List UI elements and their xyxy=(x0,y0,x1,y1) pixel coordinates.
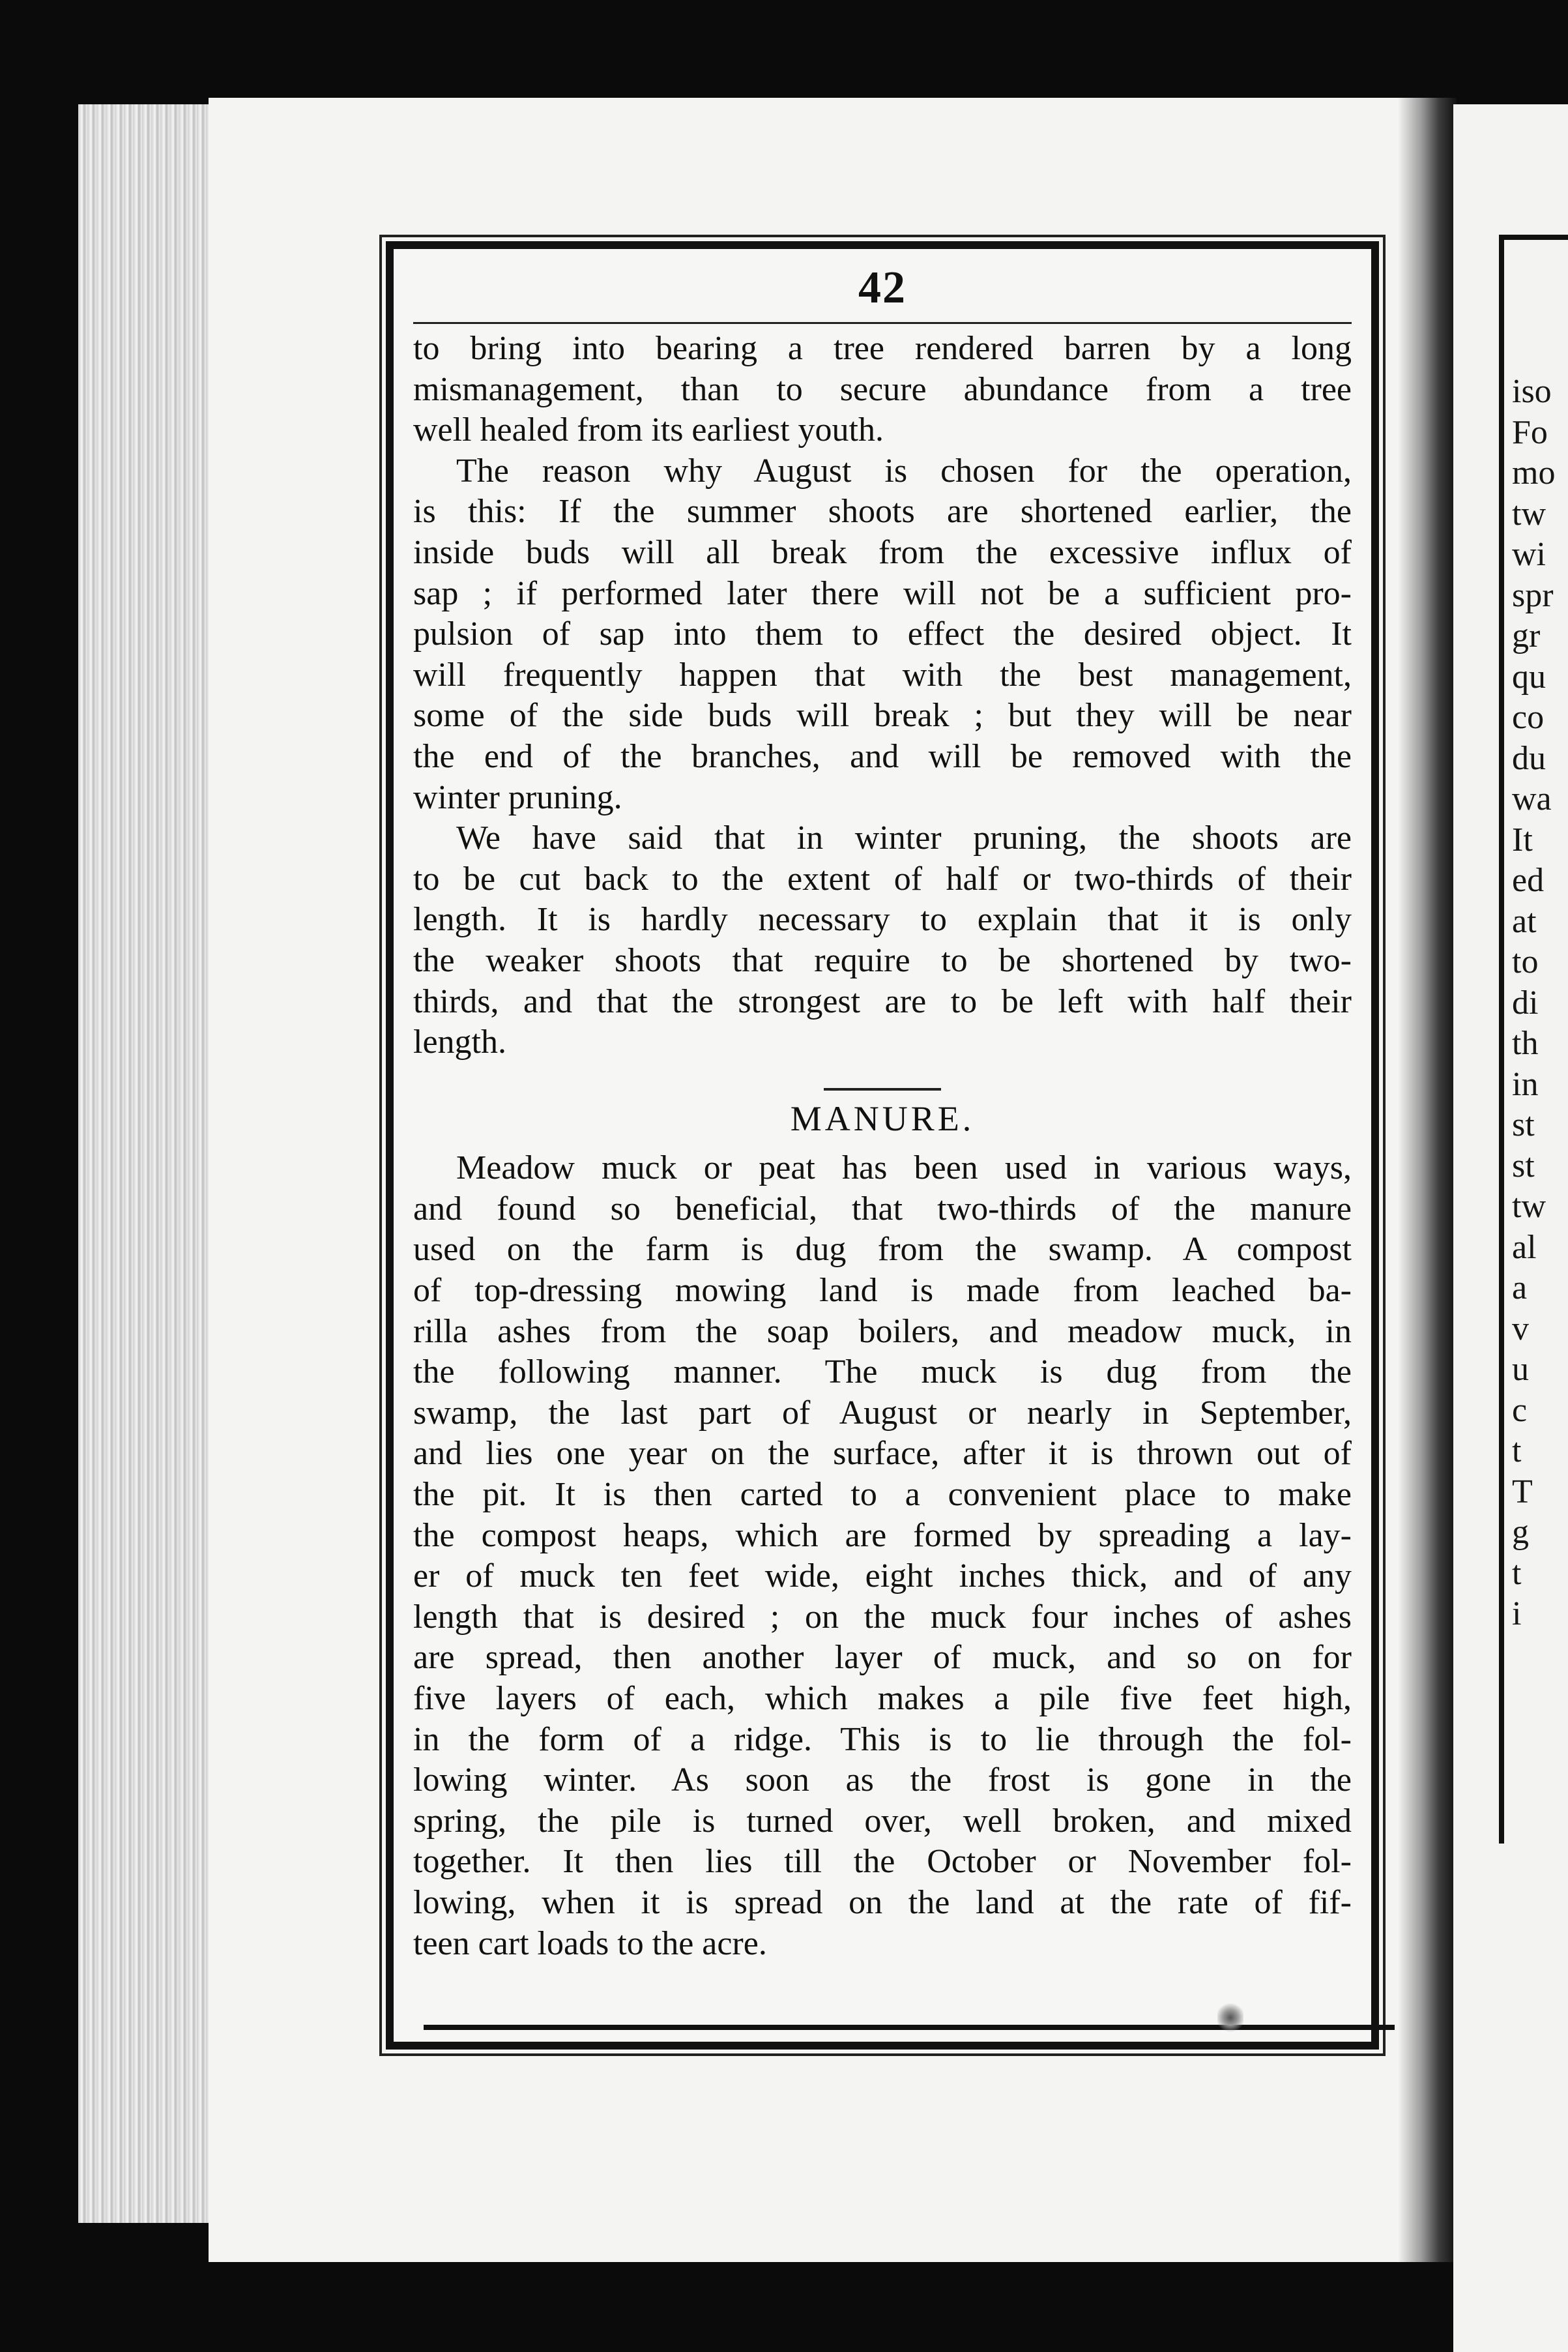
paragraph-august xyxy=(413,451,1352,818)
paragraph-continuation xyxy=(413,329,1352,451)
facing-page-line: di xyxy=(1512,984,1539,1022)
text-line: and lies one year on the surface, after it is thrown out of xyxy=(413,1435,1352,1473)
facing-page-line: th xyxy=(1512,1025,1539,1062)
text-line: length. xyxy=(413,1023,506,1061)
facing-page-line: Fo xyxy=(1512,413,1548,451)
text-line: lowing, when it is spread on the land at the rate of fif- xyxy=(413,1883,1352,1921)
paragraph-manure xyxy=(413,1148,1352,1964)
text-line: rilla ashes from the soap boilers, and meadow muck, in xyxy=(413,1312,1352,1350)
text-line: the end of the branches, and will be removed with the xyxy=(413,737,1352,775)
facing-page-line: c xyxy=(1512,1391,1528,1429)
facing-page-line: i xyxy=(1512,1595,1522,1632)
facing-page-line: tw xyxy=(1512,1188,1546,1225)
text-line: length. It is hardly necessary to explain that it is only xyxy=(413,901,1352,939)
article-text xyxy=(413,329,1352,1964)
text-line: inside buds will all break from the excessive influx of xyxy=(413,533,1352,571)
text-line: thirds, and that the strongest are to be left with half their xyxy=(413,982,1352,1020)
text-line: are spread, then another layer of muck, and so on for xyxy=(413,1639,1352,1677)
gutter-shadow xyxy=(1398,98,1457,2262)
text-line: er of muck ten feet wide, eight inches thick, and of any xyxy=(413,1557,1352,1595)
facing-page-line: iso xyxy=(1512,373,1552,410)
facing-page-line: ed xyxy=(1512,862,1545,899)
text-line: teen cart loads to the acre. xyxy=(413,1924,767,1962)
section-heading: MANURE. xyxy=(790,1098,975,1138)
text-line: of top-dressing mowing land is made from leached ba- xyxy=(413,1272,1352,1310)
text-line: is this: If the summer shoots are shortened earlier, the xyxy=(413,493,1352,531)
facing-page-line: du xyxy=(1512,739,1546,777)
text-line: sap ; if performed later there will not be a sufficient pro- xyxy=(413,574,1352,612)
text-line: used on the farm is dug from the swamp. A compost xyxy=(413,1231,1352,1269)
text-line: together. It then lies till the October or November fol- xyxy=(413,1843,1352,1881)
facing-page-line: g xyxy=(1512,1514,1529,1551)
text-line: spring, the pile is turned over, well broken, and mixed xyxy=(413,1802,1352,1840)
section-divider xyxy=(824,1088,941,1091)
facing-page-line: wa xyxy=(1512,780,1552,817)
facing-page-line: a xyxy=(1512,1269,1528,1306)
facing-page-line: co xyxy=(1512,699,1545,736)
facing-page-line: tw xyxy=(1512,495,1546,533)
text-line: will frequently happen that with the best management, xyxy=(413,656,1352,694)
text-line: the weaker shoots that require to be shortened by two- xyxy=(413,941,1352,979)
text-line: and found so beneficial, that two-thirds of the manure xyxy=(413,1190,1352,1227)
facing-page-line: v xyxy=(1512,1310,1529,1347)
text-line: length that is desired ; on the muck four inches of ashes xyxy=(413,1598,1352,1636)
text-line: pulsion of sap into them to effect the desired object. It xyxy=(413,615,1352,653)
text-line: some of the side buds will break ; but they will be near xyxy=(413,697,1352,735)
text-line: We have said that in winter pruning, the shoots are xyxy=(456,819,1352,857)
text-line: Meadow muck or peat has been used in various ways, xyxy=(456,1149,1352,1187)
facing-page-line: in xyxy=(1512,1065,1539,1103)
facing-page-line: al xyxy=(1512,1228,1537,1266)
facing-page-line: wi xyxy=(1512,536,1546,573)
printed-frame xyxy=(386,241,1379,2050)
text-line: to bring into bearing a tree rendered barren by a long xyxy=(413,330,1352,367)
text-line: to be cut back to the extent of half or two-thirds of their xyxy=(413,860,1352,898)
text-line: in the form of a ridge. This is to lie through the fol- xyxy=(413,1720,1352,1758)
facing-page-line: t xyxy=(1512,1432,1522,1469)
text-line: mismanagement, than to secure abundance from a tree xyxy=(413,370,1352,408)
facing-page-line: qu xyxy=(1512,658,1546,696)
facing-page-line: st xyxy=(1512,1106,1535,1143)
bottom-rule xyxy=(424,2025,1395,2030)
facing-page xyxy=(1453,104,1568,2352)
ink-smudge xyxy=(1217,2001,1243,2034)
facing-page-line: st xyxy=(1512,1147,1535,1184)
facing-page-line: spr xyxy=(1512,576,1554,614)
facing-page-line: u xyxy=(1512,1351,1529,1388)
page-edges xyxy=(78,104,224,2223)
text-line: swamp, the last part of August or nearly in September, xyxy=(413,1394,1352,1432)
text-line: lowing winter. As soon as the frost is gone in the xyxy=(413,1761,1352,1799)
text-line: The reason why August is chosen for the operation, xyxy=(456,452,1352,490)
header-rule xyxy=(413,322,1352,324)
text-line: five layers of each, which makes a pile five feet high, xyxy=(413,1680,1352,1717)
facing-page-line: t xyxy=(1512,1554,1522,1592)
facing-page-text xyxy=(1512,372,1555,1635)
text-line: the pit. It is then carted to a convenient place to make xyxy=(413,1476,1352,1514)
facing-page-line: gr xyxy=(1512,617,1541,654)
facing-page-line: to xyxy=(1512,943,1539,980)
text-line: well healed from its earliest youth. xyxy=(413,411,884,449)
text-line: winter pruning. xyxy=(413,778,622,816)
page-number: 42 xyxy=(858,263,907,313)
facing-page-line: at xyxy=(1512,902,1537,940)
facing-page-line: mo xyxy=(1512,454,1556,492)
facing-page-line: T xyxy=(1512,1473,1533,1510)
text-line: the following manner. The muck is dug from the xyxy=(413,1353,1352,1391)
paragraph-winter xyxy=(413,818,1352,1063)
text-line: the compost heaps, which are formed by spreading a lay- xyxy=(413,1516,1352,1554)
facing-page-line: It xyxy=(1512,821,1533,859)
